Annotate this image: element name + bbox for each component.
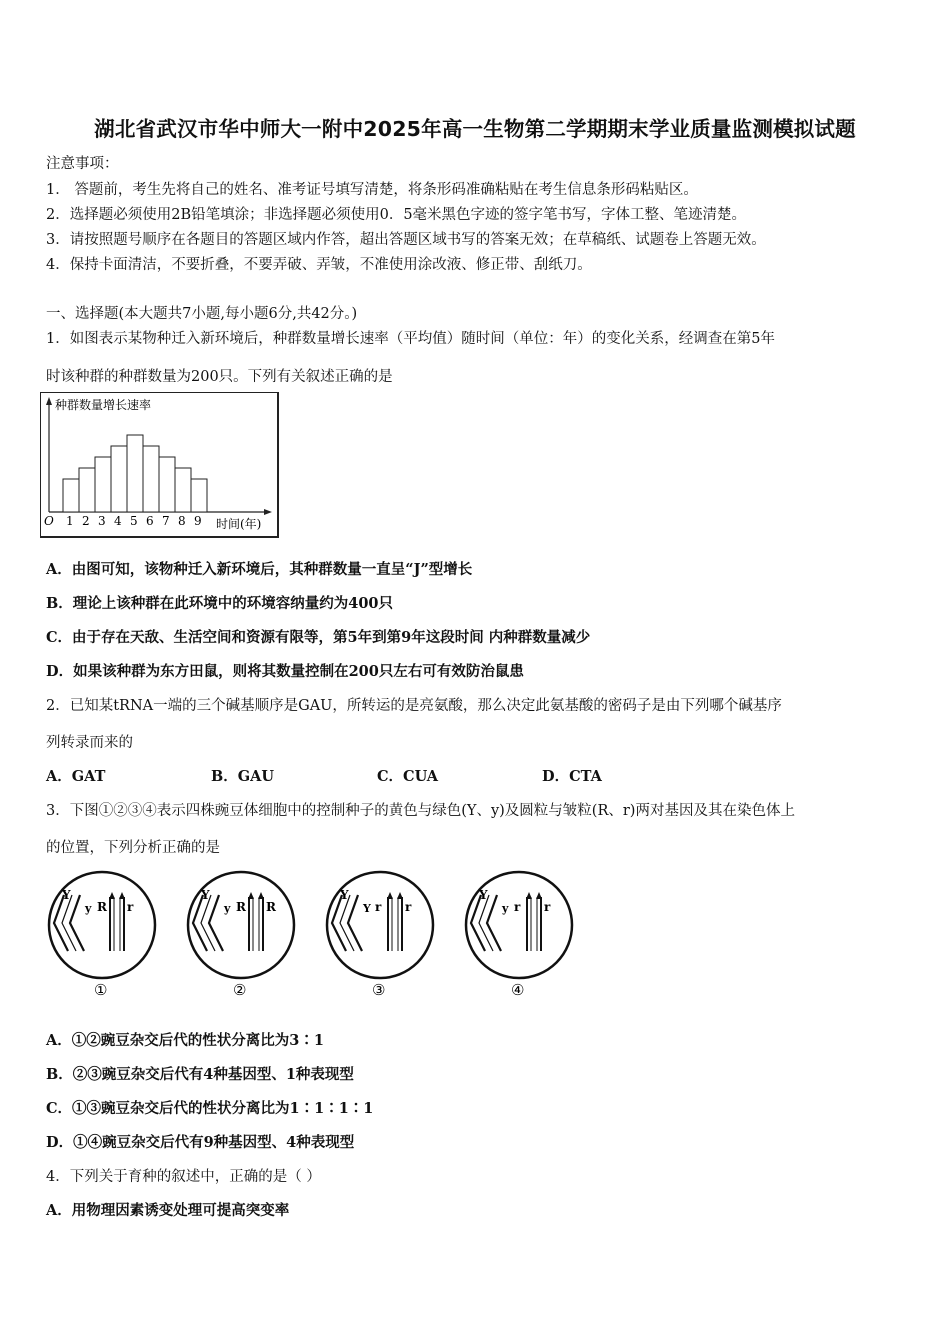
centromere-arrow	[526, 892, 532, 899]
gene-label: r	[405, 900, 412, 914]
centromere-arrow	[248, 892, 254, 899]
q3-option-d: D．①④豌豆杂交后代有9种基因型、4种表现型	[46, 1134, 355, 1151]
x-tick-label: 1	[66, 514, 74, 528]
bar	[79, 468, 95, 512]
gene-label: r	[544, 900, 551, 914]
q1-option-c: C．由于存在天敌、生活空间和资源有限等，第5年到第9年这段时间 内种群数量减少	[46, 629, 591, 646]
gene-label: R	[266, 900, 276, 914]
cell-diagram	[49, 872, 155, 999]
q1-option-d: D．如果该种群为东方田鼠，则将其数量控制在200只左右可有效防治鼠患	[46, 663, 524, 680]
bar	[111, 446, 127, 512]
q3-option-a: A．①②豌豆杂交后代的性状分离比为3∶1	[46, 1032, 324, 1049]
centromere-arrow	[397, 892, 403, 899]
q2-option-b: B．GAU	[211, 768, 275, 785]
q2-option-a: A．GAT	[46, 768, 106, 785]
q3-cell-figure	[44, 865, 574, 1005]
centromere-arrow	[536, 892, 542, 899]
x-tick-label: 6	[146, 514, 154, 528]
bar	[127, 435, 143, 512]
bent-chromosome	[471, 895, 485, 951]
x-tick-label: 9	[194, 514, 202, 528]
page-title: 湖北省武汉市华中师大一附中2025年高一生物第二学期期末学业质量监测模拟试题	[94, 117, 856, 141]
gene-label: Y	[62, 888, 71, 902]
centromere-arrow	[258, 892, 264, 899]
gene-label: r	[514, 900, 521, 914]
bent-chromosome	[54, 895, 68, 951]
gene-label: Y	[201, 888, 210, 902]
q2-option-c: C．CUA	[377, 768, 439, 785]
q3-option-b: B．②③豌豆杂交后代有4种基因型、1种表现型	[46, 1066, 354, 1083]
origin-label: O	[44, 514, 54, 528]
q2-stem: 列转录而来的	[46, 735, 133, 751]
x-tick-label: 8	[178, 514, 186, 528]
x-tick-label: 2	[82, 514, 90, 528]
y-axis-arrow	[46, 397, 52, 405]
section-heading: 一、选择题(本大题共7小题,每小题6分,共42分。)	[46, 306, 358, 322]
bar	[159, 457, 175, 512]
q1-bar-chart	[40, 392, 285, 540]
q1-stem: 1．如图表示某物种迁入新环境后，种群数量增长速率（平均值）随时间（单位：年）的变化关系，经调查在第5年	[46, 331, 775, 347]
bar	[143, 446, 159, 512]
cell-diagram	[188, 872, 294, 999]
gene-label: r	[375, 900, 382, 914]
cell-number-label: ③	[372, 981, 386, 999]
q3-option-c: C．①③豌豆杂交后代的性状分离比为1∶1∶1∶1	[46, 1100, 374, 1117]
q3-stem: 3．下图①②③④表示四株豌豆体细胞中的控制种子的黄色与绿色(Y、y)及圆粒与皱粒(R、r)两对基因及其在染色体上	[46, 803, 795, 819]
bar	[63, 479, 79, 512]
q2-options	[46, 765, 646, 785]
x-axis-label: 时间(年)	[216, 517, 262, 531]
cell-number-label: ①	[94, 981, 108, 999]
bent-chromosome	[332, 895, 346, 951]
bar	[175, 468, 191, 512]
centromere-arrow	[109, 892, 115, 899]
q2-option-d: D．CTA	[542, 768, 602, 785]
notice-item: 1． 答题前，考生先将自己的姓名、准考证号填写清楚，将条形码准确粘贴在考生信息条形码粘贴区。	[46, 182, 698, 198]
x-tick-label: 5	[130, 514, 138, 528]
x-tick-label: 7	[162, 514, 170, 528]
cell-diagram	[466, 872, 572, 999]
notice-heading: 注意事项：	[46, 156, 119, 172]
gene-label: Y	[340, 888, 349, 902]
centromere-arrow	[119, 892, 125, 899]
notice-item: 2．选择题必须使用2B铅笔填涂；非选择题必须使用0．5毫米黑色字迹的签字笔书写，字体工整、笔迹清楚。	[46, 207, 747, 223]
gene-label: r	[127, 900, 134, 914]
gene-label: y	[224, 902, 231, 915]
q4-option-a: A．用物理因素诱变处理可提高突变率	[46, 1202, 290, 1219]
gene-label: R	[236, 900, 246, 914]
centromere-arrow	[387, 892, 393, 899]
gene-label: y	[85, 902, 92, 915]
x-tick-label: 3	[98, 514, 106, 528]
gene-label: y	[502, 902, 509, 915]
q2-stem: 2．已知某tRNA一端的三个碱基顺序是GAU，所转运的是亮氨酸，那么决定此氨基酸的密码子是由下列哪个碱基序	[46, 698, 782, 714]
q1-option-b: B．理论上该种群在此环境中的环境容纳量约为400只	[46, 595, 394, 612]
gene-label: Y	[479, 888, 488, 902]
q3-stem: 的位置，下列分析正确的是	[46, 840, 220, 856]
notice-item: 4．保持卡面清洁，不要折叠，不要弄破、弄皱，不准使用涂改液、修正带、刮纸刀。	[46, 257, 592, 273]
gene-label: R	[97, 900, 107, 914]
cell-diagram	[327, 872, 433, 999]
notice-item: 3．请按照题号顺序在各题目的答题区域内作答，超出答题区域书写的答案无效；在草稿纸、试题卷上答题无效。	[46, 232, 766, 248]
q4-stem: 4．下列关于育种的叙述中，正确的是（ ）	[46, 1169, 321, 1185]
bar	[191, 479, 207, 512]
cell-number-label: ②	[233, 981, 247, 999]
gene-label: Y	[363, 902, 371, 915]
bent-chromosome	[193, 895, 207, 951]
y-axis-label: 种群数量增长速率	[55, 398, 152, 412]
q1-option-a: A．由图可知，该物种迁入新环境后，其种群数量一直呈“J”型增长	[46, 561, 473, 578]
x-tick-label: 4	[114, 514, 122, 528]
x-axis-arrow	[264, 509, 272, 515]
cell-number-label: ④	[511, 981, 525, 999]
bar	[95, 457, 111, 512]
q1-stem: 时该种群的种群数量为200只。下列有关叙述正确的是	[46, 369, 393, 385]
